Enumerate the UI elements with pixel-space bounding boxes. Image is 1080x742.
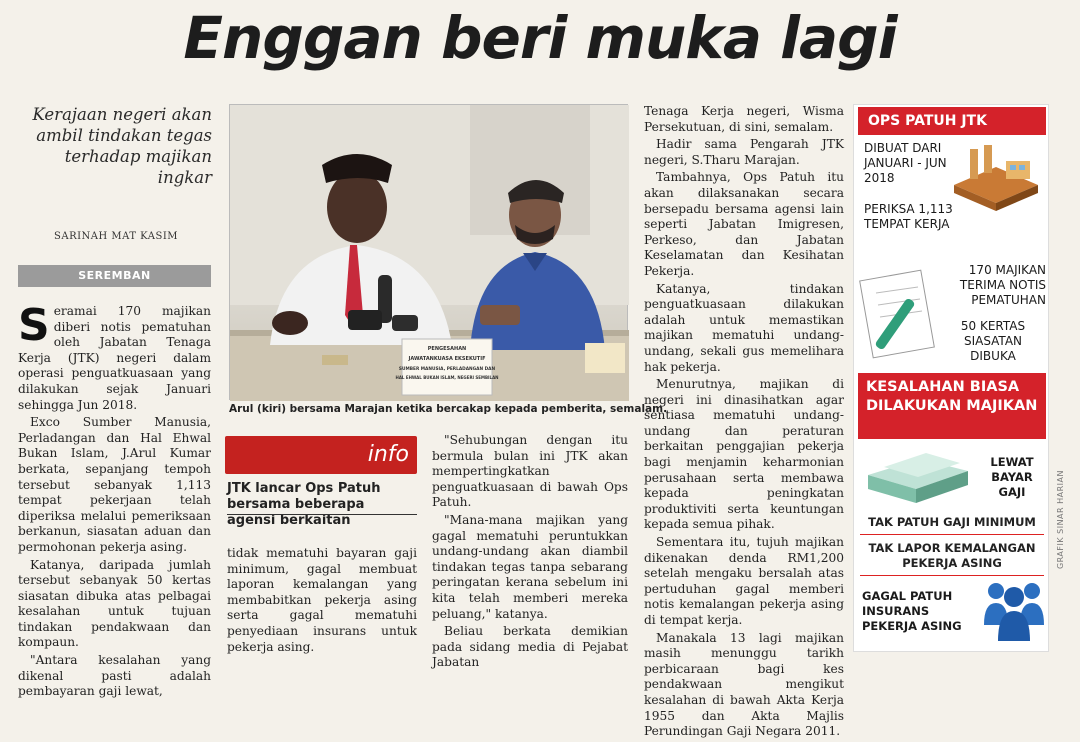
offence-late-pay: LEWAT BAYAR GAJI <box>990 455 1034 499</box>
offence-accident-report: TAK LAPOR KEMALANGAN PEKERJA ASING <box>860 541 1044 576</box>
info-heading: JTK lancar Ops Patuh bersama beberapa agensi berkaitan <box>227 481 381 528</box>
col4-para-4: Katanya, tindakan penguatkuasaan dilakukan adalah untuk memastikan majikan mematuhi undang-undang, sekali gus memelihara hak pekerja. <box>644 281 844 374</box>
press-photo <box>229 104 628 400</box>
col3-para-1: "Sehubungan dengan itu bermula bulan ini JTK akan mempertingkatkan penguatkuasaan di bawah Ops Patuh. <box>432 433 628 510</box>
stat-investigations: 50 KERTAS SIASATAN DIBUKA <box>960 319 1026 363</box>
banner-line-1: PENGESAHAN <box>427 346 467 352</box>
col3-para-3: Beliau berkata demikian pada sidang media di Pejabat Jabatan <box>432 624 628 670</box>
banner-line-4: HAL EHWAL BUKAN ISLAM, NEGERI SEMBILAN <box>395 375 499 380</box>
stat-inspected: PERIKSA 1,113 TEMPAT KERJA <box>864 202 953 231</box>
col1-para-1: eramai 170 majikan diberi notis pematuhan oleh Jabatan Tenaga Kerja (JTK) negeri dalam operasi penguatkuasaan yang dilakukan sejak Januari sehingga Jun 2018. <box>18 304 211 412</box>
stat-period: DIBUAT DARI JANUARI - JUN 2018 <box>864 141 947 185</box>
dropcap: S <box>18 300 50 351</box>
money-stack-icon <box>864 445 972 509</box>
banner-line-3: SUMBER MANUSIA, PERLADANGAN DAN <box>398 367 496 372</box>
document-pen-icon <box>860 265 940 361</box>
byline: SARINAH MAT KASIM <box>54 231 179 242</box>
article-column-4 <box>644 104 844 742</box>
photo-caption: Arul (kiri) bersama Marajan ketika bercakap kepada pemberita, semalam. <box>229 403 668 415</box>
offence-insurance: GAGAL PATUH INSURANS PEKERJA ASING <box>862 589 962 633</box>
infographic-sidebar <box>853 104 1049 652</box>
offences-title: KESALAHAN BIASA DILAKUKAN MAJIKAN <box>858 373 1046 439</box>
article-column-3 <box>432 433 628 673</box>
article-column-2 <box>227 546 417 657</box>
banner-line-2: JAWATANKUASA EKSEKUTIF <box>408 356 486 362</box>
offence-min-wage: TAK PATUH GAJI MINIMUM <box>860 515 1044 535</box>
subheadline: Kerajaan negeri akan ambil tindakan tegas terhadap majikan ingkar <box>32 105 212 187</box>
col1-para-2: Exco Sumber Manusia, Perladangan dan Hal Ehwal Bukan Islam, J.Arul Kumar berkata, sepanjang tempoh tersebut sebanyak 1,113 tempat pekerjaan telah diperiksa melalui pemeriksaan berkanun, siasatan aduan dan permohonan pekerja asing. <box>18 415 211 554</box>
col3-para-2: "Mana-mana majikan yang gagal mematuhi peruntukkan undang-undang akan diambil tindakan tegas tanpa sebarang peringatan kerana sebelum ini kita telah memberi mereka peluang," katanya. <box>432 512 628 621</box>
headline: Enggan beri muka lagi <box>183 4 897 72</box>
col1-para-3: Katanya, daripada jumlah tersebut sebanyak 50 kertas siasatan dibuka atas pelbagai kesalahan untuk tujuan tindakan pendakwaan dan kompaun. <box>18 557 211 650</box>
graphic-credit: GRAFIK SINAR HARIAN <box>1056 470 1065 570</box>
col4-para-5: Menurutnya, majikan di negeri ini dinasihatkan agar sentiasa mematuhi undang-undang dan peraturan berkaitan penggajian pekerja bagi menjamin keharmonian perusahaan serta membawa kepada peningkatan produktiviti serta keuntungan kepada semua pihak. <box>644 377 844 532</box>
col1-para-4: "Antara kesalahan yang dikenal pasti adalah pembayaran gaji lewat, <box>18 653 211 699</box>
col4-para-2: Hadir sama Pengarah JTK negeri, S.Tharu Marajan. <box>644 137 844 167</box>
col4-para-1: Tenaga Kerja negeri, Wisma Persekutuan, di sini, semalam. <box>644 104 844 134</box>
col4-para-6: Sementara itu, tujuh majikan dikenakan denda RM1,200 setelah mengaku bersalah atas pertuduhan gagal memberi notis kemalangan pekerja asing di tempat kerja. <box>644 535 844 627</box>
info-divider <box>227 514 417 515</box>
photo-illustration <box>230 105 629 401</box>
workers-group-icon <box>982 575 1046 645</box>
infographic-title: OPS PATUH JTK <box>858 107 1046 135</box>
info-label: info <box>367 442 409 467</box>
col4-para-3: Tambahnya, Ops Patuh itu akan dilaksanakan secara bersepadu bersama agensi lain seperti Jabatan Imigresen, Perkeso, dan Jabatan Keselamatan dan Kesihatan Pekerja. <box>644 170 844 278</box>
stat-notices: 170 MAJIKAN TERIMA NOTIS PEMATUHAN <box>959 263 1046 307</box>
placeline: SEREMBAN <box>18 265 211 287</box>
col4-para-7: Manakala 13 lagi majikan masih menunggu tarikh perbicaraan bagi kes pendakwaan mengikut kesalahan di bawah Akta Kerja 1955 dan Akta Majlis Perundingan Gaji Negara 2011. <box>644 630 844 739</box>
col2-para-1: tidak mematuhi bayaran gaji minimum, gagal membuat laporan kemalangan yang membabitkan pekerja asing serta gagal mematuhi penyediaan insurans untuk pekerja asing. <box>227 546 417 654</box>
article-column-1 <box>18 300 211 702</box>
